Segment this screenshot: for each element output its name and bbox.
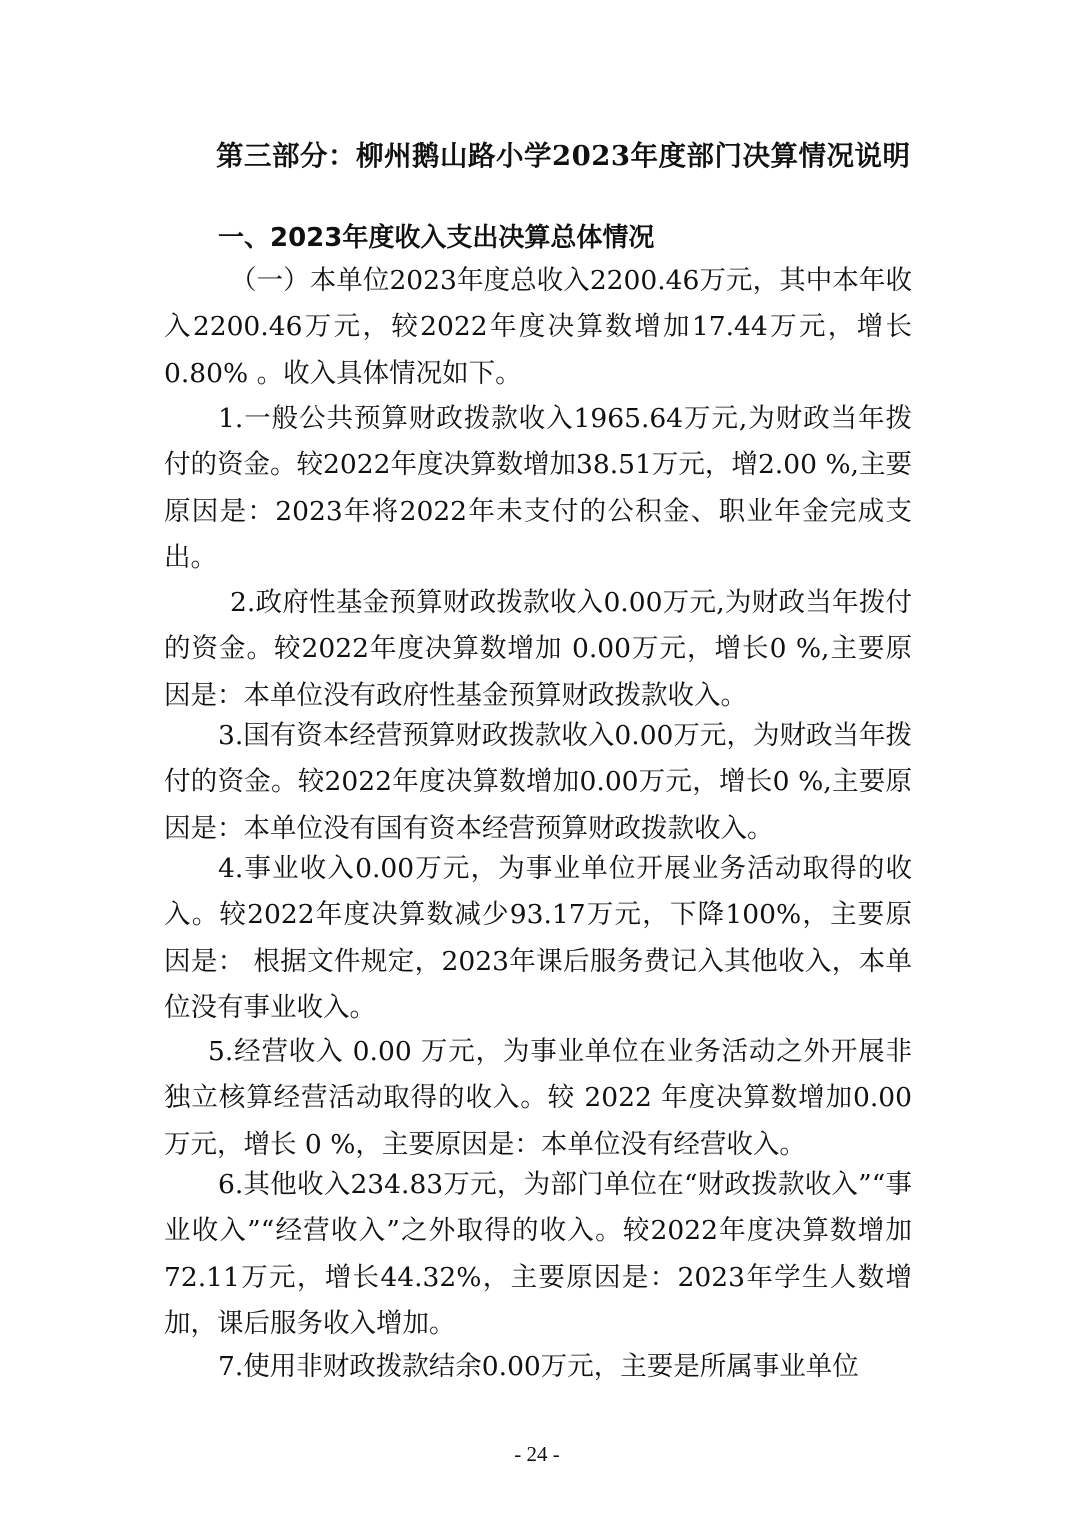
page-number: - 24 -	[514, 1442, 560, 1466]
paragraph-total-income: （一）本单位2023年度总收入2200.46万元，其中本年收入2200.46万元，较2022年度决算数增加17.44万元，增长0.80% 。收入具体情况如下。	[164, 265, 912, 389]
paragraph-non-fiscal-balance: 7.使用非财政拨款结余0.00万元，主要是所属事业单位	[218, 1351, 859, 1382]
paragraph-government-fund: 2.政府性基金预算财政拨款收入0.00万元,为财政当年拨付的资金。较2022年度决算数增加 0.00万元，增长0 %,主要原因是：本单位没有政府性基金预算财政拨款收入。	[164, 587, 912, 711]
section-heading: 一、2023年度收入支出决算总体情况	[218, 223, 655, 253]
paragraph-other-income: 6.其他收入234.83万元，为部门单位在“财政拨款收入”“事业收入”“经营收入”之外取得的收入。较2022年度决算数增加72.11万元，增长44.32%，主要原因是：2023年学生人数增加，课后服务收入增加。	[164, 1169, 912, 1340]
paragraph-state-capital: 3.国有资本经营预算财政拨款收入0.00万元，为财政当年拨付的资金。较2022年度决算数增加0.00万元，增长0 %,主要原因是：本单位没有国有资本经营预算财政拨款收入。	[164, 720, 912, 844]
paragraph-general-budget: 1.一般公共预算财政拨款收入1965.64万元,为财政当年拨付的资金。较2022年度决算数增加38.51万元，增2.00 %,主要原因是：2023年将2022年未支付的公积金、职业年金完成支出。	[164, 403, 912, 574]
page-title: 第三部分：柳州鹅山路小学2023年度部门决算情况说明	[216, 140, 911, 172]
paragraph-business-income: 4.事业收入0.00万元，为事业单位开展业务活动取得的收入。较2022年度决算数减少93.17万元，下降100%，主要原因是： 根据文件规定，2023年课后服务费记入其他收入，本单位没有事业收入。	[164, 853, 912, 1024]
paragraph-operating-income: 5.经营收入 0.00 万元，为事业单位在业务活动之外开展非独立核算经营活动取得的收入。较 2022 年度决算数增加0.00 万元，增长 0 %，主要原因是：本单位没有经营收入。	[164, 1036, 912, 1160]
